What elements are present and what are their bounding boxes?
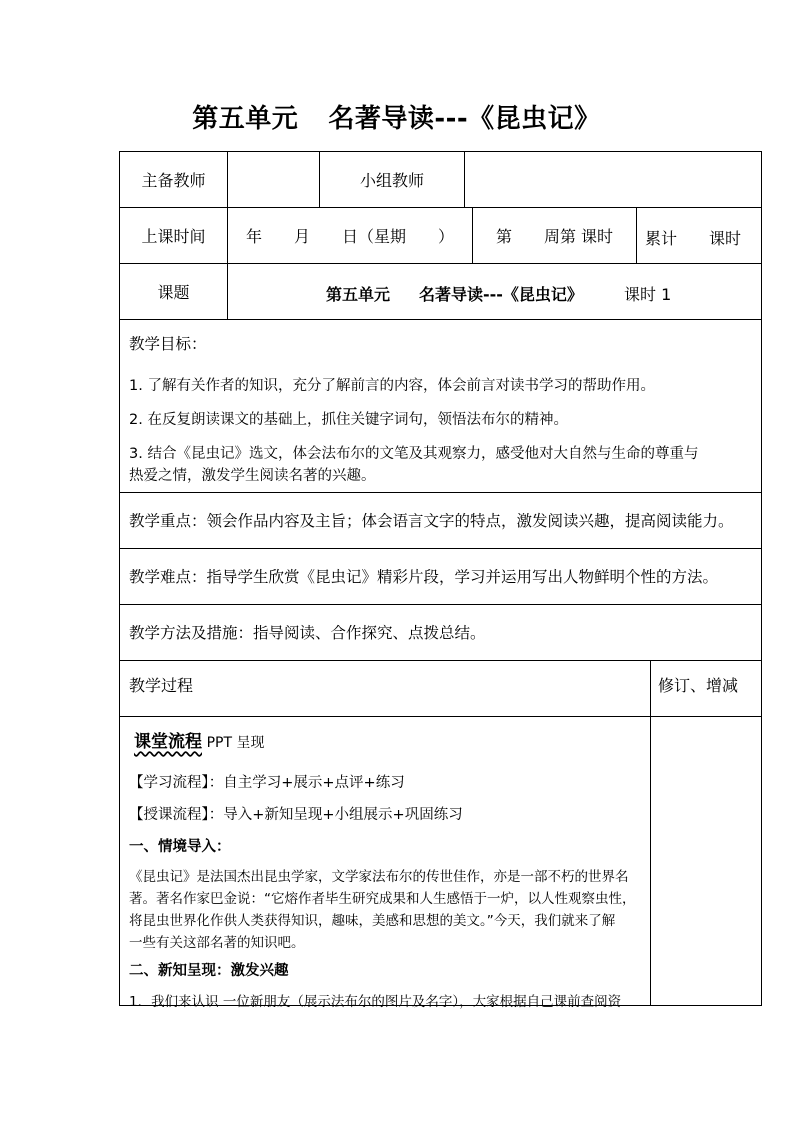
- goals-heading: 教学目标：: [129, 335, 207, 353]
- goal-item: 1. 了解有关作者的知识，充分了解前言的内容，体会前言对读书学习的帮助作用。: [129, 378, 655, 394]
- page-title: [0, 98, 793, 135]
- section-new-knowledge-heading: 二、新知呈现：激发兴趣: [129, 963, 289, 979]
- topic-value-cell: [228, 264, 761, 319]
- revision-header-label: 修订、增减: [658, 676, 739, 695]
- goals-section: [120, 320, 761, 493]
- new-knowledge-item: 1．我们来认识 一位新朋友（展示法布尔的图片及名字），大家根据自己课前查阅资: [129, 994, 622, 1010]
- topic-name: 名著导读---《昆虫记》: [419, 285, 583, 304]
- process-header-cell: [120, 661, 651, 716]
- section-intro-heading: 一、情境导入：: [129, 839, 231, 855]
- goal-item: 2. 在反复朗读课文的基础上，抓住关键字词句，领悟法布尔的精神。: [129, 412, 568, 428]
- total-label: 累计: [645, 229, 678, 248]
- topic-row: [120, 264, 761, 320]
- lead-teacher-label: 主备教师: [141, 171, 206, 190]
- topic-label-cell: [120, 264, 228, 319]
- teacher-row: [120, 152, 761, 208]
- revision-header-cell: [651, 661, 761, 716]
- group-teacher-label: 小组教师: [359, 171, 424, 190]
- goal-item: 3. 结合《昆虫记》选文，体会法布尔的文笔及其观察力，感受他对大自然与生命的尊重与: [129, 446, 699, 462]
- teach-flow: 【授课流程】：导入+新知呈现+小组展示+巩固练习: [129, 807, 463, 823]
- topic-label: 课题: [157, 283, 190, 302]
- process-content-cell: [120, 717, 651, 1010]
- group-teacher-label-cell: [320, 152, 465, 207]
- title-unit: 第五单元: [192, 104, 299, 134]
- methods-section: [120, 605, 761, 661]
- study-flow: 【学习流程】：自主学习+展示+点评+练习: [129, 775, 405, 791]
- key-points-section: [120, 493, 761, 549]
- date-template: 年 月 日（星期 ）: [245, 227, 454, 246]
- period-label: 课时: [709, 229, 742, 248]
- date-cell[interactable]: [228, 208, 473, 263]
- intro-line: 著。著名作家巴金说：“它熔作者毕生研究成果和人生感悟于一炉，以人性观察虫性，: [129, 891, 636, 907]
- week-template: 第 周第 课时: [495, 227, 614, 246]
- flow-title: 课堂流程: [134, 732, 202, 752]
- lead-teacher-value-cell[interactable]: [228, 152, 320, 207]
- time-label-cell: [120, 208, 228, 263]
- process-content-row: [120, 717, 761, 1010]
- group-teacher-value-cell[interactable]: [465, 152, 761, 207]
- total-cell[interactable]: [637, 208, 761, 263]
- intro-line: 将昆虫世界化作供人类获得知识，趣味，美感和思想的美文。”今天，我们就来了解: [129, 913, 616, 929]
- flow-suffix: PPT 呈现: [206, 735, 265, 751]
- lead-teacher-label-cell: [120, 152, 228, 207]
- week-cell[interactable]: [473, 208, 637, 263]
- lesson-number: 课时 1: [624, 285, 672, 304]
- revision-content-cell[interactable]: [651, 717, 761, 1005]
- key-points-text: 教学重点：领会作品内容及主旨；体会语言文字的特点，激发阅读兴趣，提高阅读能力。: [129, 512, 734, 530]
- time-label: 上课时间: [141, 227, 206, 246]
- intro-line: 一些有关这部名著的知识吧。: [129, 935, 305, 951]
- methods-text: 教学方法及措施：指导阅读、合作探究、点拨总结。: [129, 624, 486, 642]
- difficulties-text: 教学难点：指导学生欣赏《昆虫记》精彩片段，学习并运用写出人物鲜明个性的方法。: [129, 568, 719, 586]
- flow-title-line: [134, 727, 265, 752]
- time-row: [120, 208, 761, 264]
- process-header-row: [120, 661, 761, 717]
- lesson-plan-table: [119, 151, 762, 1010]
- title-name: 名著导读---《昆虫记》: [328, 104, 601, 134]
- difficulties-section: [120, 549, 761, 605]
- goal-item: 热爱之情，激发学生阅读名著的兴趣。: [129, 468, 376, 484]
- process-header-label: 教学过程: [129, 676, 194, 695]
- topic-unit: 第五单元: [326, 285, 391, 304]
- intro-line: 《昆虫记》是法国杰出昆虫学家，文学家法布尔的传世佳作，亦是一部不朽的世界名: [129, 869, 629, 885]
